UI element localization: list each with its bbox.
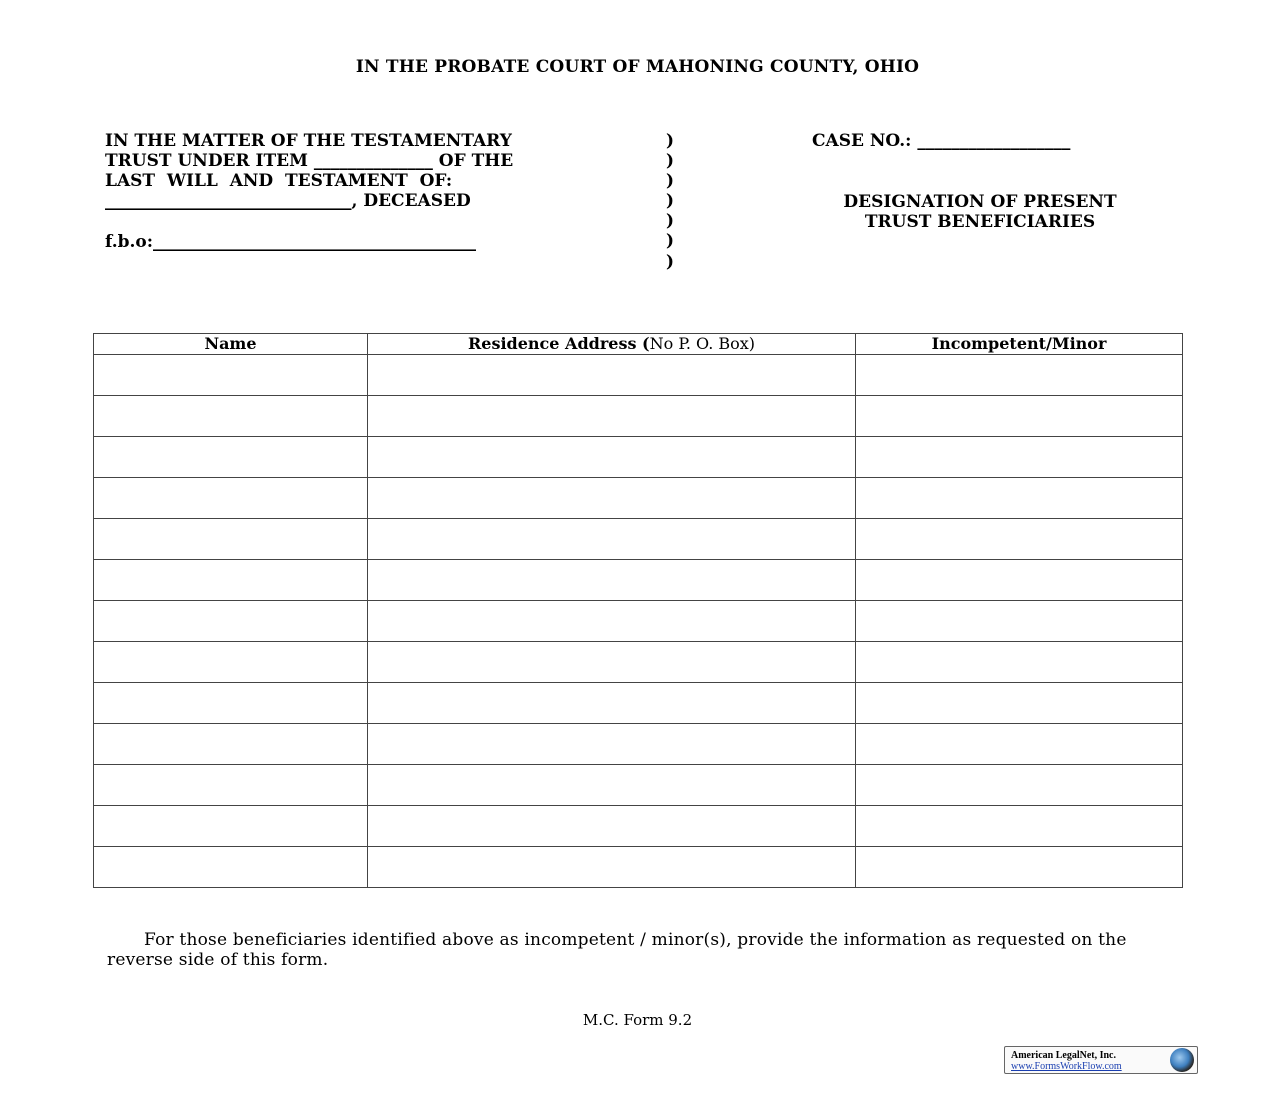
name-cell[interactable] xyxy=(94,601,368,642)
form-number: M.C. Form 9.2 xyxy=(582,1011,693,1029)
table-header-row xyxy=(94,334,1183,355)
address-cell[interactable] xyxy=(368,806,856,847)
name-cell[interactable] xyxy=(94,519,368,560)
address-cell[interactable] xyxy=(368,724,856,765)
globe-icon xyxy=(1170,1048,1194,1072)
table-row xyxy=(94,847,1183,888)
column-header-status: Incompetent/Minor xyxy=(856,334,1183,355)
status-cell[interactable] xyxy=(856,355,1183,396)
caption-paren: ) xyxy=(666,171,675,191)
status-cell[interactable] xyxy=(856,396,1183,437)
name-cell[interactable] xyxy=(94,355,368,396)
status-cell[interactable] xyxy=(856,847,1183,888)
status-cell[interactable] xyxy=(856,683,1183,724)
address-cell[interactable] xyxy=(368,437,856,478)
address-cell[interactable] xyxy=(368,765,856,806)
table-row xyxy=(94,396,1183,437)
address-cell[interactable] xyxy=(368,396,856,437)
beneficiaries-table xyxy=(93,333,1183,888)
name-cell[interactable] xyxy=(94,806,368,847)
name-cell[interactable] xyxy=(94,396,368,437)
address-cell[interactable] xyxy=(368,355,856,396)
status-cell[interactable] xyxy=(856,601,1183,642)
status-cell[interactable] xyxy=(856,437,1183,478)
name-cell[interactable] xyxy=(94,437,368,478)
name-cell[interactable] xyxy=(94,683,368,724)
instruction-note: For those beneficiaries identified above as incompetent / minor(s), provide the information as requested on the reverse side of this form. xyxy=(107,930,1127,970)
caption-paren: ) xyxy=(666,151,675,171)
case-number-blank[interactable]: __________________ xyxy=(917,131,1071,151)
status-cell[interactable] xyxy=(856,478,1183,519)
court-title: IN THE PROBATE COURT OF MAHONING COUNTY, OHIO xyxy=(355,57,920,77)
caption-line-4: _____________________________, DECEASED xyxy=(105,191,471,211)
name-cell[interactable] xyxy=(94,765,368,806)
caption-paren: ) xyxy=(666,131,675,151)
caption-line-2: TRUST UNDER ITEM ______________ OF THE xyxy=(105,151,514,171)
column-header-address xyxy=(368,334,856,355)
status-cell[interactable] xyxy=(856,560,1183,601)
name-cell[interactable] xyxy=(94,724,368,765)
table-row xyxy=(94,437,1183,478)
table-row xyxy=(94,355,1183,396)
address-cell[interactable] xyxy=(368,642,856,683)
table-row xyxy=(94,601,1183,642)
document-heading xyxy=(780,192,1180,232)
status-cell[interactable] xyxy=(856,806,1183,847)
status-cell[interactable] xyxy=(856,765,1183,806)
table-body xyxy=(94,355,1183,888)
case-number-label: CASE NO.: xyxy=(812,131,912,151)
address-cell[interactable] xyxy=(368,847,856,888)
column-header-address-label: Residence Address ( xyxy=(467,334,650,353)
document-heading-line-2: TRUST BENEFICIARIES xyxy=(864,212,1096,232)
address-cell[interactable] xyxy=(368,519,856,560)
column-header-address-note: No P. O. Box) xyxy=(649,334,756,353)
table-row xyxy=(94,806,1183,847)
table-row xyxy=(94,478,1183,519)
address-cell[interactable] xyxy=(368,560,856,601)
address-cell[interactable] xyxy=(368,683,856,724)
caption-line-1: IN THE MATTER OF THE TESTAMENTARY xyxy=(105,131,512,151)
table-row xyxy=(94,724,1183,765)
caption-paren: ) xyxy=(666,252,675,272)
name-cell[interactable] xyxy=(94,847,368,888)
logo-brand-text: American LegalNet, Inc. xyxy=(1011,1050,1116,1061)
caption-paren: ) xyxy=(666,231,675,251)
table-row xyxy=(94,683,1183,724)
address-cell[interactable] xyxy=(368,601,856,642)
status-cell[interactable] xyxy=(856,642,1183,683)
publisher-logo[interactable] xyxy=(1004,1046,1198,1074)
table-row xyxy=(94,642,1183,683)
logo-url-link[interactable]: www.FormsWorkFlow.com xyxy=(1011,1061,1122,1072)
address-cell[interactable] xyxy=(368,478,856,519)
column-header-name: Name xyxy=(94,334,368,355)
table-row xyxy=(94,519,1183,560)
table-row xyxy=(94,560,1183,601)
status-cell[interactable] xyxy=(856,724,1183,765)
caption-line-3: LAST WILL AND TESTAMENT OF: xyxy=(105,171,453,191)
table-row xyxy=(94,765,1183,806)
case-number xyxy=(812,131,1070,151)
document-heading-line-1: DESIGNATION OF PRESENT xyxy=(843,192,1117,212)
status-cell[interactable] xyxy=(856,519,1183,560)
caption-paren: ) xyxy=(666,211,675,231)
caption-fbo-line: f.b.o:______________________________________ xyxy=(105,232,477,252)
caption-paren: ) xyxy=(666,191,675,211)
name-cell[interactable] xyxy=(94,560,368,601)
name-cell[interactable] xyxy=(94,478,368,519)
name-cell[interactable] xyxy=(94,642,368,683)
